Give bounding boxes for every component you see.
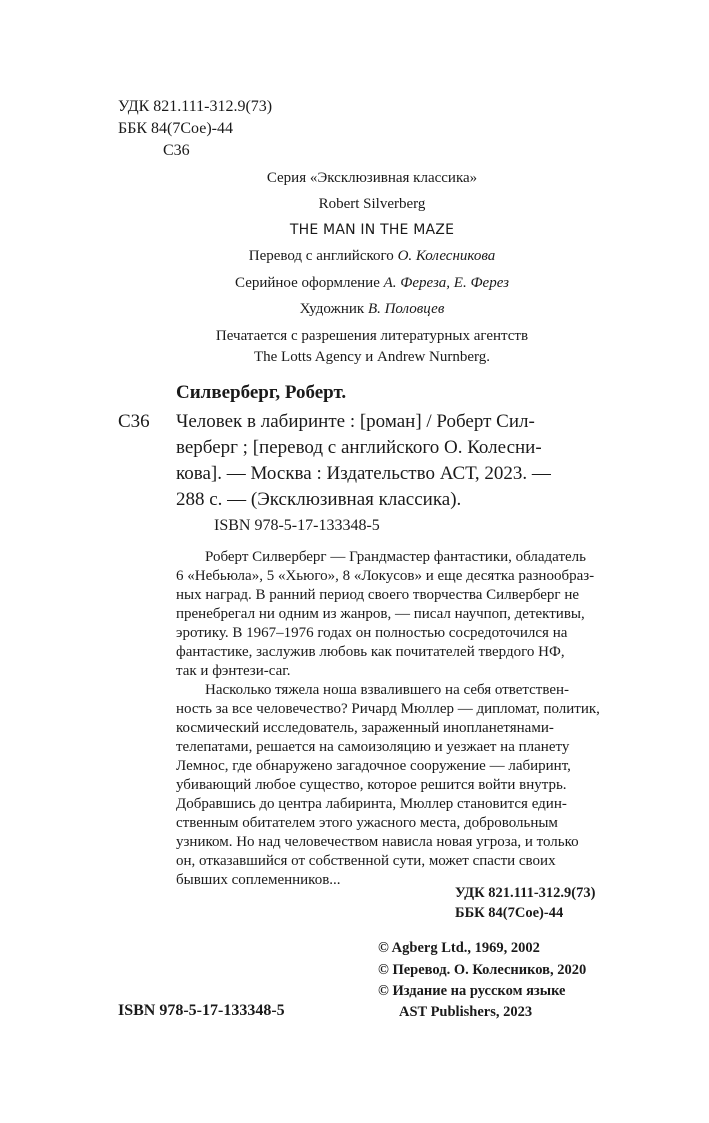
original-title: THE MAN IN THE MAZE: [289, 222, 455, 238]
original-author: Robert Silverberg: [318, 196, 426, 212]
translation-label: Перевод с английского: [248, 248, 394, 264]
translation-credit: [118, 247, 626, 265]
udk-code: УДК 821.111-312.9(73): [118, 98, 273, 115]
illustrator-label: Художник: [299, 301, 365, 317]
publisher-line: AST Publishers, 2023: [399, 1004, 533, 1020]
design-label: Серийное оформление: [235, 275, 380, 291]
permission-line-1: Печатается с разрешения литературных агентств: [215, 328, 529, 344]
annotation-paragraph-2: [176, 681, 626, 890]
author-mark: С36: [163, 142, 190, 159]
designer-names: А. Фереза, Е. Ферез: [383, 275, 509, 291]
illustrator-name: В. Половцев: [367, 301, 445, 317]
annotation-line: пренебрегал ни одним из жанров, — писал научпоп, детективы,: [176, 606, 585, 622]
catalog-line: кова]. — Москва : Издательство АСТ, 2023. —: [176, 463, 551, 484]
catalog-author-heading: Силверберг, Роберт.: [176, 382, 347, 403]
annotation-line: 6 «Небьюла», 5 «Хьюго», 8 «Локусов» и еще десятка разнообраз-: [176, 568, 595, 584]
catalog-line: верберг ; [перевод с английского О. Колесни-: [176, 437, 542, 458]
copyright-line: © Перевод. О. Колесников, 2020: [378, 962, 587, 978]
catalog-description: [176, 409, 626, 513]
annotation-paragraph-1: [176, 548, 626, 681]
catalog-line: Человек в лабиринте : [роман] / Роберт Сил-: [176, 411, 535, 432]
footer-isbn: ISBN 978-5-17-133348-5: [118, 1002, 285, 1019]
catalog-mark: С36: [118, 411, 150, 432]
catalog-isbn: ISBN 978-5-17-133348-5: [214, 517, 380, 534]
footer-udk: УДК 821.111-312.9(73): [455, 885, 596, 901]
annotation-line: ственным обитателем этого ужасного места, добровольным: [176, 815, 558, 831]
annotation-line: Роберт Силверберг — Грандмастер фантастики, обладатель: [205, 549, 586, 565]
annotation-line: узником. Но над человечеством нависла новая угроза, и только: [176, 834, 579, 850]
annotation-line: убивающий любое существо, которое решится войти внутрь.: [176, 777, 567, 793]
annotation-line: фантастике, заслужив любовь как почитателей твердого НФ,: [176, 644, 565, 660]
annotation-line: космический исследователь, зараженный инопланетянами-: [176, 720, 554, 736]
annotation-line: Добравшись до центра лабиринта, Мюллер становится един-: [176, 796, 567, 812]
catalog-line: 288 с. — (Эксклюзивная классика).: [176, 489, 462, 510]
translator-name: О. Колесникова: [397, 248, 496, 264]
illustrator-credit: [118, 300, 626, 318]
annotation-line: эротику. В 1967–1976 годах он полностью сосредоточился на: [176, 625, 568, 641]
annotation-line: Насколько тяжела ноша взвалившего на себя ответствен-: [205, 682, 570, 698]
permission-line-2: The Lotts Agency и Andrew Nurnberg.: [253, 349, 491, 365]
annotation-line: бывших соплеменников...: [176, 872, 341, 888]
annotation-line: он, отказавшийся от собственной сути, может спасти своих: [176, 853, 556, 869]
design-credit: [118, 274, 626, 292]
annotation-line: телепатами, решается на самоизоляцию и уезжает на планету: [176, 739, 570, 755]
bbk-code: ББК 84(7Сое)-44: [118, 120, 233, 137]
annotation-line: так и фэнтези-саг.: [176, 663, 291, 679]
annotation-line: ных наград. В ранний период своего творчества Силверберг не: [176, 587, 580, 603]
footer-bbk: ББК 84(7Сое)-44: [455, 905, 564, 921]
annotation-line: ность за все человечество? Ричард Мюллер — дипломат, политик,: [176, 701, 600, 717]
series-line: Серия «Эксклюзивная классика»: [266, 170, 478, 186]
annotation-line: Лемнос, где обнаружено загадочное сооружение — лабиринт,: [176, 758, 571, 774]
copyright-line: © Издание на русском языке: [378, 983, 566, 999]
copyright-line: © Agberg Ltd., 1969, 2002: [378, 940, 540, 956]
